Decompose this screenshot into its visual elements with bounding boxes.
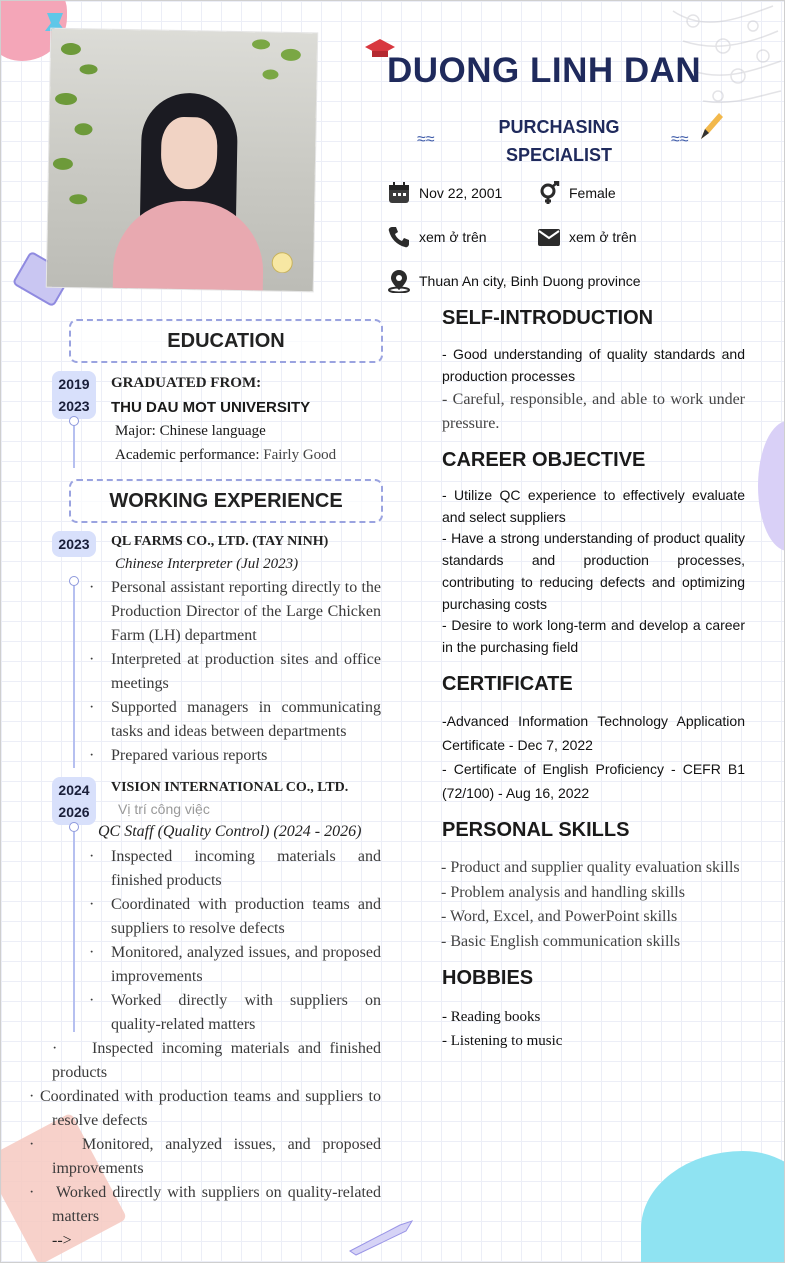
gender-value: Female xyxy=(569,185,616,201)
skills-heading: PERSONAL SKILLS xyxy=(442,819,630,841)
objective-p2: - Have a strong understanding of product quality standards and production processes, contributing to reducing defects and optimizing purchasing costs xyxy=(442,530,745,612)
list-item: · Monitored, analyzed issues, and proposed improvements xyxy=(29,1136,381,1177)
job-title xyxy=(481,113,637,169)
job1-bullets xyxy=(89,576,381,768)
self-intro-heading: SELF-INTRODUCTION xyxy=(442,307,654,329)
job-title-line1: PURCHASING xyxy=(498,117,620,137)
job1-company: QL FARMS CO., LTD. (TAY NINH) xyxy=(111,534,329,549)
self-intro-p1: - Good understanding of quality standards and production processes xyxy=(442,346,745,384)
academic-performance xyxy=(115,447,336,464)
list-item: · Personal assistant reporting directly to the Production Director of the Large Chicken Farm (LH) department xyxy=(89,579,381,644)
timeline-dot xyxy=(69,416,79,426)
job2-year-start: 2024 xyxy=(58,782,90,798)
certificate-p2: - Certificate of English Proficiency - CEFR B1 (72/100) - Aug 16, 2022 xyxy=(442,761,745,801)
vine-leaves xyxy=(48,29,121,230)
objective-p1: - Utilize QC experience to effectively evaluate and select suppliers xyxy=(442,487,745,525)
job2-bullets xyxy=(89,845,381,1037)
job1-position: Chinese Interpreter (Jul 2023) xyxy=(115,556,299,572)
performance-label: Academic performance: xyxy=(115,447,260,463)
performance-value: Fairly Good xyxy=(263,447,337,463)
overflow-bullets xyxy=(29,1037,381,1253)
stray-text: --> xyxy=(52,1232,72,1249)
phone-value: xem ở trên xyxy=(419,229,487,245)
education-years xyxy=(52,371,96,419)
phone-row xyxy=(387,225,487,249)
list-item: - Word, Excel, and PowerPoint skills xyxy=(441,908,678,925)
job-position-placeholder[interactable]: Vị trí công việc xyxy=(118,801,210,817)
certificate-text xyxy=(442,709,745,805)
list-item: · Coordinated with production teams and suppliers to resolve defects xyxy=(89,896,381,937)
wave-decoration-left: ≈≈ xyxy=(417,131,435,148)
calendar-icon xyxy=(387,181,411,205)
education-heading: EDUCATION xyxy=(69,319,383,363)
birthday-row xyxy=(387,181,502,205)
wave-decoration-right: ≈≈ xyxy=(671,131,689,148)
certificate-p1: -Advanced Information Technology Application Certificate - Dec 7, 2022 xyxy=(442,713,745,753)
job-title-line2: SPECIALIST xyxy=(505,145,612,165)
address-value: Thuan An city, Binh Duong province xyxy=(419,273,641,289)
profile-photo xyxy=(47,29,317,292)
self-intro-p2: - Careful, responsible, and able to work under pressure. xyxy=(442,391,745,432)
timeline-dot xyxy=(69,822,79,832)
email-row xyxy=(537,225,637,249)
phone-icon xyxy=(387,225,411,249)
list-item: - Problem analysis and handling skills xyxy=(441,883,685,901)
experience-heading: WORKING EXPERIENCE xyxy=(69,479,383,523)
list-item: - Basic English communication skills xyxy=(441,932,681,950)
list-item: · Monitored, analyzed issues, and proposed improvements xyxy=(89,944,381,985)
vine-leaves-top xyxy=(240,32,318,123)
major: Major: Chinese language xyxy=(115,423,266,439)
candidate-name: DUONG LINH DAN xyxy=(387,51,702,90)
address-row xyxy=(387,269,641,293)
job2-company: VISION INTERNATIONAL CO., LTD. xyxy=(111,780,349,795)
objective-text xyxy=(442,485,745,659)
hobbies-list xyxy=(442,1005,562,1053)
graduated-label: GRADUATED FROM: xyxy=(111,375,262,391)
pencil-icon xyxy=(697,109,725,148)
email-value: xem ở trên xyxy=(569,229,637,245)
school-name: THU DAU MOT UNIVERSITY xyxy=(111,399,311,416)
face xyxy=(160,117,217,190)
body xyxy=(113,200,265,291)
objective-heading: CAREER OBJECTIVE xyxy=(442,449,646,471)
list-item: - Product and supplier quality evaluation skills xyxy=(441,859,740,876)
gender-row xyxy=(537,181,616,205)
list-item: · Supported managers in communicating tasks and ideas between departments xyxy=(89,699,381,740)
timeline-line xyxy=(73,832,75,1032)
timeline-line xyxy=(73,586,75,768)
job2-position: QC Staff (Quality Control) (2024 - 2026) xyxy=(98,823,362,840)
list-item: · Interpreted at production sites and office meetings xyxy=(89,651,381,692)
envelope-icon xyxy=(537,225,561,249)
job2-years xyxy=(52,777,96,825)
list-item: - Reading books xyxy=(442,1009,541,1025)
lightbulb-icon xyxy=(267,249,298,291)
list-item: · Worked directly with suppliers on quality-related matters xyxy=(29,1184,381,1225)
location-pin-icon xyxy=(387,269,411,293)
list-item: · Inspected incoming materials and finished products xyxy=(52,1040,381,1081)
skills-list xyxy=(441,856,740,954)
list-item: · Prepared various reports xyxy=(89,747,268,764)
list-item: · Coordinated with production teams and suppliers to resolve defects xyxy=(29,1088,381,1129)
education-year-end: 2023 xyxy=(58,398,90,414)
cyan-blob-decoration xyxy=(641,1151,785,1263)
birthday-value: Nov 22, 2001 xyxy=(419,185,503,201)
job2-year-end: 2026 xyxy=(58,804,90,820)
list-item: · Inspected incoming materials and finished products xyxy=(89,848,381,889)
timeline-dot xyxy=(69,576,79,586)
list-item: - Listening to music xyxy=(442,1033,563,1049)
hobbies-heading: HOBBIES xyxy=(442,967,534,989)
objective-p3: - Desire to work long-term and develop a career in the purchasing field xyxy=(442,617,745,655)
list-item: · Worked directly with suppliers on quality-related matters xyxy=(89,992,381,1033)
purple-blob-decoration xyxy=(758,421,785,551)
timeline-line xyxy=(73,426,75,468)
gender-icon xyxy=(537,181,561,205)
job1-year: 2023 xyxy=(52,531,96,557)
certificate-heading: CERTIFICATE xyxy=(442,673,573,695)
education-year-start: 2019 xyxy=(58,376,90,392)
